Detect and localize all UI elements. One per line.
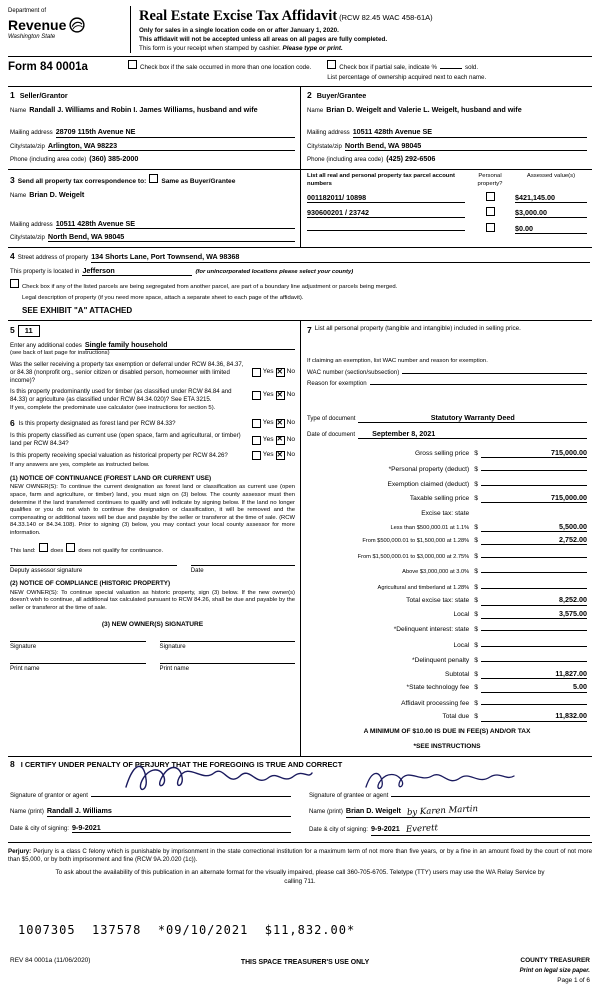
alternate-format-note: To ask about the availability of this publication in an alternate format for the visually impaired, please call 360-705-6705. Teletype (TTY) users may use the WA Relay Service by calling 711. [55, 869, 545, 885]
grantee-signature-block [309, 770, 590, 836]
seller-phone-label: Phone (including area code) [10, 156, 87, 164]
section-certification [8, 757, 592, 843]
buyer-phone-value[interactable]: (425) 292-6506 [386, 154, 436, 164]
tax-value[interactable]: 11,832.00 [481, 711, 587, 721]
grantee-name-label: Name (print) [309, 808, 343, 816]
question-historic-text: Is this property receiving special valuation as historical property per RCW 84.26? [10, 451, 228, 459]
historic-no-checkbox[interactable] [276, 451, 285, 460]
dollar-sign: $ [474, 583, 478, 591]
tax-value[interactable]: 8,252.00 [481, 595, 587, 605]
tax-value[interactable]: 5.00 [481, 682, 587, 692]
parcel-number-value[interactable]: 930600201 / 23742 [307, 208, 465, 218]
land-qualify-row [10, 543, 295, 556]
segregated-checkbox[interactable] [10, 279, 19, 288]
new-owner-signature-field[interactable]: Signature [10, 641, 146, 651]
section-7-number: 7 [307, 325, 312, 336]
correspondence-mailing-value[interactable]: 10511 428th Avenue SE [56, 219, 295, 229]
header-note-3 [139, 45, 592, 53]
seller-city-value[interactable]: Arlington, WA 98223 [48, 141, 295, 151]
dollar-sign: $ [474, 641, 478, 649]
grantor-name-label: Name (print) [10, 808, 44, 816]
buyer-city-label: City/state/zip [307, 142, 342, 150]
type-of-document-label: Type of document [307, 414, 356, 422]
dor-logo [8, 6, 131, 53]
dollar-sign: $ [474, 450, 478, 458]
seller-mailing-value[interactable]: 28709 115th Avenue NE [56, 127, 295, 137]
grantor-signature-field[interactable] [91, 786, 291, 797]
buyer-mailing-label: Mailing address [307, 129, 350, 137]
section-4-number: 4 [10, 251, 15, 262]
date-of-document-value[interactable]: September 8, 2021 [358, 429, 587, 439]
section-1-number: 1 [10, 90, 15, 101]
parcel-column-header: List all real and personal property tax parcel account numbers [307, 173, 455, 187]
grantee-date-value: 9-9-2021 [370, 824, 400, 834]
assessed-value[interactable]: $421,145.00 [515, 193, 587, 203]
grantor-signature-block [10, 770, 291, 836]
perjury-paragraph [8, 848, 592, 864]
main-band [8, 321, 592, 757]
personal-property-list-label: List all personal property (tangible and intangible) included in selling price. [314, 325, 521, 333]
notice-1-title: (1) NOTICE OF CONTINUANCE (FOREST LAND OR CURRENT USE) [10, 474, 212, 482]
multi-location-checkbox[interactable] [128, 60, 137, 69]
partial-sale-percent-field[interactable] [440, 62, 462, 69]
dept-name: Revenue [8, 16, 67, 33]
this-land-label: This land: [10, 547, 36, 554]
forest-no-checkbox[interactable] [276, 419, 285, 428]
new-owner-signature-field[interactable]: Signature [160, 641, 296, 651]
perjury-label: Perjury: [8, 848, 32, 856]
tax-label: Excise tax: state [421, 510, 470, 518]
personal-property-blank-area[interactable] [307, 336, 587, 358]
buyer-mailing-value[interactable]: 10511 428th Avenue SE [353, 127, 587, 137]
street-address-label: Street address of property [17, 254, 89, 262]
wac-number-field[interactable] [402, 373, 587, 374]
dept-of-label: Department of [8, 8, 47, 14]
located-in-note: (for unincorporated locations please select your county) [195, 268, 354, 275]
tax-label: *Delinquent interest: state [393, 626, 470, 634]
seller-name-value[interactable]: Randall J. Williams and Robin I. James Williams, husband and wife [29, 104, 258, 114]
page-indicator: Page 1 of 6 [557, 976, 590, 984]
tax-label: *Personal property (deduct) [388, 465, 470, 473]
grantee-city-handwriting: Everett [405, 823, 438, 836]
located-in-label: This property is located in [10, 267, 80, 275]
land-does-checkbox[interactable] [39, 543, 48, 552]
correspondence-city-label: City/state/zip [10, 233, 45, 241]
parcel-row [307, 207, 587, 218]
minimum-due-note: A MINIMUM OF $10.00 IS DUE IN FEE(S) AND/OR TAX [363, 728, 531, 736]
current-use-no-checkbox[interactable] [276, 436, 285, 445]
no-label: No [286, 435, 295, 443]
tax-value[interactable] [481, 477, 587, 486]
personal-property-checkbox[interactable] [486, 192, 495, 201]
tax-label: Exemption claimed (deduct) [387, 481, 470, 489]
tax-label: *Delinquent penalty [412, 657, 470, 665]
page-title: Real Estate Excise Tax Affidavit [139, 8, 338, 24]
current-use-yes-checkbox[interactable] [252, 436, 261, 445]
new-owner-print-field[interactable]: Print name [10, 663, 146, 673]
rev-form-id: REV 84 0001a (11/06/2020) [10, 957, 91, 965]
form-number-band [8, 57, 592, 87]
header-note-2: This affidavit will not be accepted unless all areas on all pages are fully completed. [139, 36, 388, 44]
page-footer [10, 957, 590, 985]
segregated-label: Check box if any of the listed parcels are being segregated from another parcel, are part of a boundary line adjustment or parcels being merged. [22, 284, 398, 291]
tax-row-total-state [307, 595, 587, 606]
yes-label: Yes [262, 451, 274, 459]
tax-label: Total due [442, 713, 470, 721]
tax-row-agricultural [307, 580, 587, 593]
seller-name-label: Name [10, 106, 27, 114]
tax-label: Total excise tax: state [406, 597, 470, 605]
additional-codes-value[interactable]: Single family household [85, 340, 295, 350]
grantee-date-field[interactable] [371, 824, 590, 836]
correspondence-mailing-label: Mailing address [10, 220, 53, 228]
personal-property-column-header: Personal property? [477, 173, 503, 187]
grantor-name-value[interactable]: Randall J. Williams [47, 806, 291, 816]
legal-size-note: Print on legal size paper. [519, 967, 590, 974]
question-forest [10, 418, 295, 429]
question-current-use [10, 432, 295, 448]
partial-sale-option [327, 60, 486, 72]
tax-label: Local [453, 641, 470, 649]
tax-label: *State technology fee [406, 684, 470, 692]
partial-sale-label-post: sold. [464, 64, 479, 72]
new-owner-print-row [10, 663, 295, 673]
parcel-table-header [307, 173, 587, 188]
grantee-signed-by-handwriting: by Karen Martin [406, 804, 479, 819]
grantee-name-field[interactable] [346, 806, 590, 818]
tax-value[interactable]: 5,500.00 [481, 522, 587, 532]
tax-value[interactable] [481, 653, 587, 662]
rcw-reference: (RCW 82.45 WAC 458-61A) [339, 13, 433, 22]
historic-yes-checkbox[interactable] [252, 451, 261, 460]
partial-sale-checkbox[interactable] [327, 60, 336, 69]
dollar-sign: $ [474, 657, 478, 665]
section-buyer [300, 87, 592, 169]
section-property-location [8, 248, 592, 321]
parties-band [8, 87, 592, 170]
tax-row-rate-3 [307, 549, 587, 562]
receipt-note: This form is your receipt when stamped by cashier. [139, 45, 281, 53]
tax-label: Subtotal [445, 670, 470, 678]
dept-state-label: Washington State [8, 33, 56, 40]
tax-label: Taxable selling price [409, 494, 470, 502]
buyer-name-value[interactable]: Brian D. Weigelt and Valerie L. Weigelt, husband and wife [326, 104, 522, 114]
codes-note: (see back of last page for instructions) [10, 350, 110, 357]
tax-value[interactable] [481, 564, 587, 573]
question-current-use-text: Is this property classified as current use (open space, farm and agricultural, or timber) land per RCW 84.34? [10, 432, 241, 448]
treasurer-space-label: THIS SPACE TREASURER'S USE ONLY [240, 959, 370, 967]
seller-city-label: City/state/zip [10, 142, 45, 150]
grantor-date-label: Date & city of signing: [10, 824, 69, 832]
reason-exemption-label: Reason for exemption [307, 379, 367, 387]
reason-exemption-field[interactable] [370, 384, 587, 385]
county-treasurer-label: COUNTY TREASURER [520, 957, 590, 965]
deputy-assessor-signature-field[interactable]: Deputy assessor signature [10, 565, 177, 575]
header-note-1: Only for sales in a single location code on or after January 1, 2020. [139, 26, 339, 34]
yes-label: Yes [262, 391, 274, 399]
form-number: Form 84 0001a [8, 61, 88, 74]
tax-row-excise-header [307, 506, 587, 519]
question-exemption-text: Was the seller receiving a property tax exemption or deferral under RCW 84.36, 84.37, or 84.38 (nonprofit org., senior citizen or disabled person, homeowner with limited income)? [10, 360, 244, 384]
section-3-number: 3 [10, 175, 15, 186]
does-not-label: does not qualify for continuance. [78, 547, 164, 554]
timber-yes-checkbox[interactable] [252, 391, 261, 400]
date-of-document-label: Date of document [307, 430, 356, 438]
dollar-sign: $ [474, 610, 478, 618]
exemption-yes-checkbox[interactable] [252, 368, 261, 377]
dollar-sign: $ [474, 494, 478, 502]
left-column [8, 321, 300, 756]
timber-no-checkbox[interactable] [276, 391, 285, 400]
notice-2-title: (2) NOTICE OF COMPLIANCE (HISTORIC PROPERTY) [10, 580, 171, 588]
personal-property-checkbox[interactable] [486, 207, 495, 216]
section-correspondence [8, 170, 300, 247]
tax-row-rate-4 [307, 564, 587, 577]
tax-row-processing-fee [307, 696, 587, 709]
section-6-number: 6 [10, 418, 15, 429]
tax-label: Less than $500,000.01 at 1.1% [390, 524, 470, 531]
grantee-signature-label: Signature of grantee or agent [309, 792, 389, 800]
tax-row-delinquent-interest-local [307, 638, 587, 651]
form-header [8, 6, 592, 57]
seller-mailing-label: Mailing address [10, 129, 53, 137]
question-forest-text: Is this property designated as forest land per RCW 84.33? [18, 419, 176, 427]
no-label: No [286, 391, 295, 399]
dollar-sign: $ [474, 568, 478, 576]
tax-value[interactable]: 715,000.00 [481, 448, 587, 458]
correspondence-name-value[interactable]: Brian D. Weigelt [29, 189, 85, 199]
exemption-claim-label: If claiming an exemption, list WAC number and reason for exemption. [307, 358, 488, 365]
dollar-sign: $ [474, 481, 478, 489]
yes-label: Yes [262, 419, 274, 427]
dollar-sign: $ [474, 713, 478, 721]
section-5-number: 5 [10, 325, 15, 336]
predominate-use-note: If yes, complete the predominate use calculator (see instructions for section 5). [10, 405, 216, 412]
parcel-number-value[interactable]: 001182011/ 10898 [307, 193, 465, 203]
correspondence-city-value[interactable]: North Bend, WA 98045 [48, 232, 295, 242]
partial-sale-label-pre: Check box if partial sale, indicate % [339, 64, 437, 72]
question-timber [10, 388, 295, 404]
assessed-value[interactable]: $0.00 [515, 224, 587, 234]
tax-value[interactable] [481, 549, 587, 558]
parcel-row [307, 192, 587, 203]
exemption-no-checkbox[interactable] [276, 368, 285, 377]
grantee-name-value: Brian D. Weigelt [345, 806, 401, 816]
grantor-date-value[interactable]: 9-9-2021 [72, 823, 291, 833]
if-yes-note: If any answers are yes, complete as instructed below. [10, 462, 150, 469]
notice-1-text: NEW OWNER(S): To continue the current designation as forest land or classification as current use (open space, farm and agriculture, or timber) land, you must sign on (3) below. The county assessor must then determine if the land transferred continues to qualify and will indicate by signing below. If the land no longer qualifies or you do not wish to continue the designation or classification, it will be removed and the compensating or additional taxes will be due and payable by the seller or transferor at the time of sale. (RCW 84.33.140 or 84.34.108). Prior to signing (3) below, you may contact your local county assessor for more information. [10, 484, 295, 536]
parcel-number-value[interactable] [307, 222, 465, 231]
right-column [300, 321, 592, 756]
buyer-name-label: Name [307, 106, 324, 114]
buyer-phone-label: Phone (including area code) [307, 156, 384, 164]
land-does-not-checkbox[interactable] [66, 543, 75, 552]
cashier-stamp: 1007305 137578 *09/10/2021 $11,832.00* [18, 923, 356, 938]
yes-label: Yes [262, 435, 274, 443]
legal-description-label: Legal description of property (if you need more space, attach a separate sheet to each page of the affidavit). [22, 295, 304, 301]
parcel-row [307, 222, 587, 234]
tax-value[interactable]: 2,752.00 [481, 535, 587, 545]
seller-title: Seller/Grantor [19, 91, 68, 101]
dollar-sign: $ [474, 626, 478, 634]
tax-label: Above $3,000,000 at 3.0% [402, 569, 470, 576]
seller-phone-value[interactable]: (360) 385-2000 [89, 154, 139, 164]
grantee-date-label: Date & city of signing: [309, 826, 368, 834]
tax-row-gross [307, 448, 587, 459]
dollar-sign: $ [474, 465, 478, 473]
forest-yes-checkbox[interactable] [252, 419, 261, 428]
tax-row-delinquent-penalty [307, 653, 587, 666]
tax-label: From $1,500,000.01 to $3,000,000 at 2.75% [357, 553, 470, 560]
new-owner-signature-row [10, 641, 295, 651]
section-seller [8, 87, 300, 169]
additional-codes-label: Enter any additional codes [10, 341, 82, 349]
dollar-sign: $ [474, 670, 478, 678]
tax-value[interactable]: 3,575.00 [481, 609, 587, 619]
ownership-note: List percentage of ownership acquired next to each name. [327, 74, 487, 82]
certify-statement: I CERTIFY UNDER PENALTY OF PERJURY THAT THE FOREGOING IS TRUE AND CORRECT [20, 760, 343, 770]
land-use-code-value[interactable]: 11 [18, 325, 40, 337]
tax-value[interactable] [481, 622, 587, 631]
tax-row-local [307, 609, 587, 620]
multi-location-label: Check box if the sale occurred in more than one location code. [140, 64, 312, 72]
county-value[interactable]: Jefferson [82, 266, 192, 276]
section-5-head [10, 325, 295, 337]
correspondence-name-label: Name [10, 191, 27, 199]
tax-value[interactable] [481, 462, 587, 471]
tax-value[interactable] [481, 580, 587, 589]
tax-row-technology-fee [307, 682, 587, 693]
multi-location-option [128, 60, 311, 72]
no-label: No [286, 451, 295, 459]
dollar-sign: $ [474, 597, 478, 605]
notice-3-title: (3) NEW OWNER(S) SIGNATURE [101, 620, 204, 628]
correspondence-parcels-band [8, 170, 592, 248]
dollar-sign: $ [474, 537, 478, 545]
does-label: does [50, 547, 64, 554]
tax-row-delinquent-interest-state [307, 622, 587, 635]
dor-emblem-icon [69, 17, 85, 33]
section-2-number: 2 [307, 90, 312, 101]
type-of-document-value[interactable]: Statutory Warranty Deed [358, 413, 587, 423]
assessed-value-column-header: Assessed value(s) [526, 173, 576, 180]
tax-value[interactable]: 11,827.00 [481, 669, 587, 679]
tax-value[interactable]: 715,000.00 [481, 493, 587, 503]
buyer-title: Buyer/Grantee [316, 91, 367, 101]
section-8-number: 8 [10, 759, 15, 770]
tax-row-taxable [307, 493, 587, 504]
dollar-sign: $ [474, 523, 478, 531]
assessed-value[interactable]: $3,000.00 [515, 208, 587, 218]
personal-property-checkbox[interactable] [486, 223, 495, 232]
tax-label: Agricultural and timberland at 1.28% [377, 584, 470, 591]
tax-row-rate-2 [307, 535, 587, 546]
parcel-table [300, 170, 592, 247]
tax-label: Local [453, 610, 470, 618]
same-as-buyer-label: Same as Buyer/Grantee [161, 178, 236, 186]
legal-description-value[interactable]: SEE EXHIBIT "A" ATTACHED [22, 305, 133, 315]
no-label: No [286, 368, 295, 376]
tax-row-personal-deduct [307, 462, 587, 475]
tax-value[interactable] [481, 696, 587, 705]
deputy-date-field[interactable]: Date [191, 565, 295, 575]
grantee-signature-field[interactable] [391, 786, 590, 797]
street-address-value[interactable]: 134 Shorts Lane, Port Townsend, WA 98368 [91, 252, 590, 262]
tax-label: Affidavit processing fee [401, 699, 470, 707]
notice-2-text: NEW OWNER(S): To continue special valuation as historic property, sign (3) below. If the new owner(s) doesn't wish to continue, all additional tax calculated pursuant to RCW 84.26, shall be due and payable by the seller or transferor at the time of sale. [10, 589, 295, 611]
no-label: No [286, 419, 295, 427]
tax-row-exemption-deduct [307, 477, 587, 490]
tax-label: Gross selling price [414, 450, 470, 458]
question-timber-text: Is this property predominantly used for timber (as classified under RCW 84.84 and 84.33) or agriculture (as classified under RCW 84.34.020)? See ETA 3215. [10, 387, 232, 403]
yes-label: Yes [262, 368, 274, 376]
question-historic [10, 451, 295, 460]
tax-value[interactable] [481, 638, 587, 647]
same-as-buyer-checkbox[interactable] [149, 174, 158, 183]
buyer-city-value[interactable]: North Bend, WA 98045 [345, 141, 587, 151]
deputy-assessor-row [10, 565, 295, 575]
tax-row-rate-1 [307, 522, 587, 533]
question-exemption [10, 361, 295, 385]
type-or-print-note: Please type or print. [282, 45, 343, 53]
wac-number-label: WAC number (section/subsection) [307, 368, 400, 376]
dollar-sign: $ [474, 552, 478, 560]
perjury-text: Perjury is a class C felony which is punishable by imprisonment in the state correctional institution for a maximum term of not more than five years, or by a fine in an amount fixed by the court of not more than $5,000, or by both imprisonment and fine (RCW 9A.20.020 (1c)). [8, 848, 592, 864]
new-owner-print-field[interactable]: Print name [160, 663, 296, 673]
tax-label: From $500,000.01 to $1,500,000 at 1.28% [362, 538, 470, 545]
dollar-sign: $ [474, 699, 478, 707]
grantor-signature-label: Signature of grantor or agent [10, 792, 88, 800]
see-instructions-note: *SEE INSTRUCTIONS [413, 742, 481, 750]
tax-row-total-due [307, 711, 587, 722]
tax-row-subtotal [307, 669, 587, 680]
dollar-sign: $ [474, 684, 478, 692]
correspondence-label: Send all property tax correspondence to: [17, 178, 147, 186]
